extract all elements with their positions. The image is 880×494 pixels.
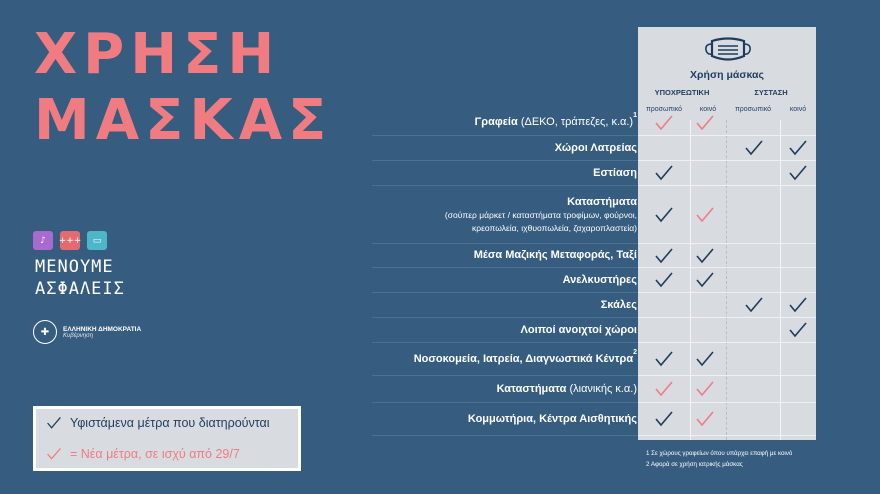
place-label bbox=[474, 112, 637, 128]
check-new-icon bbox=[46, 447, 62, 461]
legend-box bbox=[33, 406, 301, 471]
place-name: Σκάλες bbox=[600, 298, 637, 311]
title-line-1: ΧΡΗΣΗ bbox=[34, 22, 281, 87]
legend-new-label: = Νέα μέτρα, σε ισχύ από 29/7 bbox=[70, 447, 240, 461]
place-label bbox=[413, 348, 637, 365]
place-name: Λοιποί ανοιχτοί χώροι bbox=[520, 323, 637, 336]
panel-row-line bbox=[638, 160, 816, 161]
place-label bbox=[555, 142, 637, 154]
column-divider bbox=[690, 120, 691, 440]
place-label bbox=[497, 383, 637, 395]
place-row bbox=[593, 167, 637, 179]
government-sub: Κυβέρνηση bbox=[63, 332, 94, 339]
row-separator bbox=[372, 292, 637, 293]
place-label bbox=[445, 196, 637, 208]
campaign-line-1: ΜΕΝΟΥΜΕ bbox=[35, 257, 114, 277]
legend-existing-label: Υφιστάμενα μέτρα που διατηρούνται bbox=[70, 416, 270, 430]
check-new-icon bbox=[695, 115, 715, 131]
check-existing-icon bbox=[695, 351, 715, 367]
government-logo bbox=[33, 320, 141, 344]
place-label bbox=[601, 299, 637, 311]
column-divider bbox=[780, 120, 781, 440]
row-separator bbox=[372, 267, 637, 268]
place-name: Νοσοκομεία, Ιατρεία, Διαγνωστικά Κέντρα bbox=[413, 352, 634, 365]
place-subtext: (σούπερ μάρκετ / καταστήματα τροφίμων, φούρνοι, bbox=[444, 209, 637, 220]
campaign-line-2: ΑΣΦΑΛΕΙΣ bbox=[35, 279, 125, 299]
campaign-badges bbox=[33, 231, 107, 250]
panel-row-line bbox=[638, 243, 816, 244]
place-name: Εστίαση bbox=[593, 166, 637, 179]
place-name: Κομμωτήρια, Κέντρα Αισθητικής bbox=[467, 412, 637, 425]
place-name: Μέσα Μαζικής Μεταφοράς, Ταξί bbox=[473, 249, 637, 261]
place-label bbox=[521, 324, 637, 336]
recommended-public-header: κοινό bbox=[789, 106, 807, 113]
row-separator bbox=[372, 185, 637, 186]
place-row bbox=[601, 299, 637, 311]
music-icon: ♪ bbox=[33, 231, 53, 250]
check-existing-icon bbox=[654, 207, 674, 223]
check-existing-icon bbox=[788, 165, 808, 181]
place-row bbox=[497, 383, 637, 395]
place-row bbox=[474, 249, 637, 261]
check-existing-icon bbox=[695, 272, 715, 288]
check-existing-icon bbox=[654, 411, 674, 427]
panel-row-line bbox=[638, 317, 816, 318]
place-row bbox=[413, 348, 637, 365]
row-separator bbox=[372, 135, 637, 136]
column-dashed-divider bbox=[726, 120, 727, 440]
place-name: Καταστήματα bbox=[496, 382, 567, 395]
panel-row-line bbox=[638, 185, 816, 186]
check-existing-icon bbox=[788, 140, 808, 156]
seal-icon: ✚ bbox=[33, 320, 57, 344]
place-label bbox=[474, 249, 637, 261]
campaign-logo bbox=[35, 256, 125, 300]
place-subtext: κρεοπωλεία, ιχθυοπωλεία, ζαχαροπλαστεία) bbox=[472, 222, 637, 233]
panel-row-line bbox=[638, 292, 816, 293]
place-row bbox=[474, 112, 637, 128]
panel-row-line bbox=[638, 402, 816, 403]
footnote-marker: 1 bbox=[633, 112, 637, 119]
place-name: Ανελκυστήρες bbox=[562, 273, 637, 286]
place-label bbox=[593, 167, 637, 179]
row-separator bbox=[372, 160, 637, 161]
place-name: Καταστήματα bbox=[567, 195, 637, 208]
place-row bbox=[445, 196, 637, 234]
place-name: Γραφεία bbox=[474, 116, 518, 128]
check-existing-icon bbox=[654, 272, 674, 288]
panel-row-line bbox=[638, 342, 816, 343]
check-new-icon bbox=[695, 207, 715, 223]
place-name: Χώροι Λατρείας bbox=[554, 141, 637, 154]
footnotes bbox=[646, 448, 792, 470]
footnote-1: 1 Σε χώρους γραφείων όπου υπάρχει επαφή με κοινό bbox=[646, 450, 793, 457]
place-row bbox=[555, 142, 637, 154]
footnote-2: 2 Αφορά σε χρήση ιατρικής μάσκας bbox=[646, 461, 743, 468]
recommended-staff-header: προσωπικό bbox=[734, 106, 772, 113]
mask-use-table bbox=[638, 27, 816, 440]
row-separator bbox=[372, 243, 637, 244]
check-existing-icon bbox=[744, 140, 764, 156]
mask-icon: ▭ bbox=[87, 231, 107, 250]
check-existing-icon bbox=[695, 248, 715, 264]
footnote-marker: 2 bbox=[633, 348, 637, 356]
panel-row-line bbox=[638, 375, 816, 376]
check-existing-icon bbox=[654, 248, 674, 264]
mandatory-public-header: κοινό bbox=[699, 106, 717, 113]
row-separator bbox=[372, 342, 637, 343]
panel-row-line bbox=[638, 435, 816, 436]
bandage-icon: +++ bbox=[60, 231, 80, 250]
place-label bbox=[563, 274, 637, 286]
row-separator bbox=[372, 402, 637, 403]
panel-row-line bbox=[638, 267, 816, 268]
check-existing-icon bbox=[744, 297, 764, 313]
check-new-icon bbox=[695, 411, 715, 427]
title-line-2: ΜΑΣΚΑΣ bbox=[34, 88, 333, 153]
check-existing-icon bbox=[46, 416, 62, 430]
check-new-icon bbox=[695, 381, 715, 397]
place-label bbox=[468, 413, 637, 425]
check-existing-icon bbox=[654, 165, 674, 181]
check-new-icon bbox=[654, 115, 674, 131]
check-existing-icon bbox=[788, 297, 808, 313]
mandatory-header: ΥΠΟΧΡΕΩΤΙΚΗ bbox=[654, 88, 710, 97]
place-row bbox=[521, 324, 637, 336]
row-separator bbox=[372, 435, 637, 436]
face-mask-icon bbox=[704, 36, 752, 64]
row-separator bbox=[372, 375, 637, 376]
page-title bbox=[34, 22, 332, 154]
panel-row-line bbox=[638, 135, 816, 136]
place-detail: (ΔΕΚΟ, τράπεζες, κ.α.) bbox=[520, 116, 634, 128]
check-new-icon bbox=[654, 381, 674, 397]
row-separator bbox=[372, 317, 637, 318]
recommended-header: ΣΥΣΤΑΣΗ bbox=[754, 88, 788, 97]
check-existing-icon bbox=[654, 351, 674, 367]
table-heading: Χρήση μάσκας bbox=[690, 69, 764, 81]
government-name: ΕΛΛΗΝΙΚΗ ΔΗΜΟΚΡΑΤΙΑ bbox=[63, 325, 142, 333]
check-existing-icon bbox=[788, 322, 808, 338]
place-detail: (λιανικής κ.α.) bbox=[569, 382, 637, 395]
mandatory-staff-header: προσωπικό bbox=[645, 106, 683, 113]
place-row bbox=[468, 413, 637, 425]
place-row bbox=[563, 274, 637, 286]
